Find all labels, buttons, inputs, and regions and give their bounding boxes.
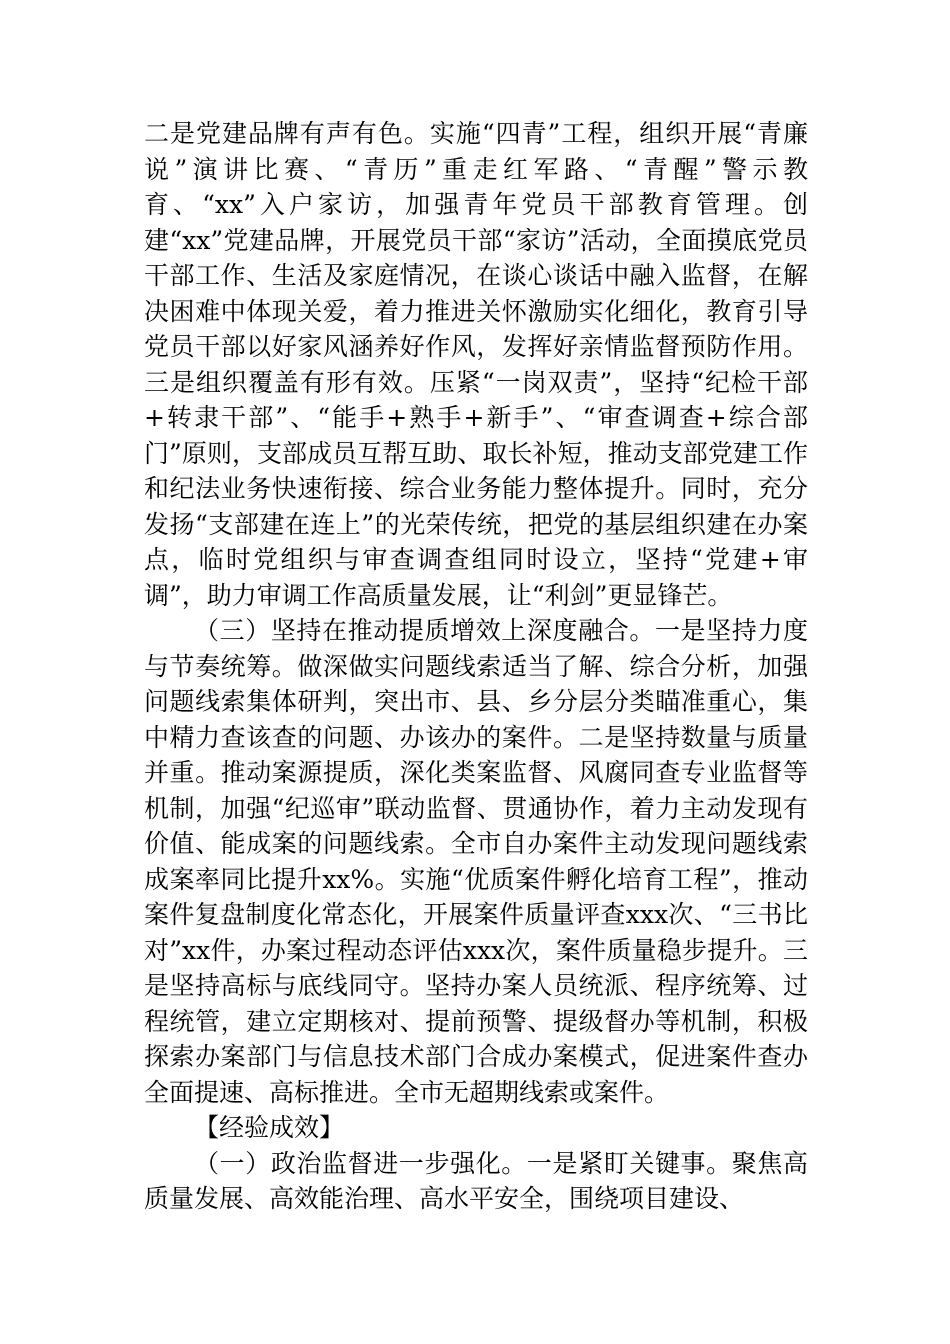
section-heading-experience: 【经验成效】 — [194, 1113, 345, 1142]
paragraph-quality-efficiency: （三）坚持在推动提质增效上深度融合。一是坚持力度与节奏统筹。做深做实问题线索适当了解、综合分析，加强问题线索集体研判，突出市、县、乡分层分类瞄准重心，集中精力查该查的问题、办该办的案件。二是坚持数量与质量并重。推动案源提质，深化类案监督、风腐同查专业监督等机制，加强“纪巡审”联动监督、贯通协作，着力主动发现有价值、能成案的问题线索。全市自办案件主动发现问题线索成案率同比提升xx%。实施“优质案件孵化培育工程”，推动案件复盘制度化常态化，开展案件质量评查xxx次、“三书比对”xx件，办案过程动态评估xxx次，案件质量稳步提升。三是坚持高标与底线同守。坚持办案人员统派、程序统筹、过程统管，建立定期核对、提前预警、提级督办等机制，积极探索办案部门与信息技术部门合成办案模式，促进案件查办全面提速、高标推进。全市无超期线索或案件。 — [144, 616, 808, 1107]
paragraph-party-brand: 二是党建品牌有声有色。实施“四青”工程，组织开展“青廉说”演讲比赛、“青历”重走红军路、“青醒”警示教育、“xx”入户家访，加强青年党员干部教育管理。创建“xx”党建品牌，开展党员干部“家访”活动，全面摸底党员干部工作、生活及家庭情况，在谈心谈话中融入监督，在解决困难中体现关爱，着力推进关怀激励实化细化，教育引导党员干部以好家风涵养好作风，发挥好亲情监督预防作用。三是组织覆盖有形有效。压紧“一岗双责”，坚持“纪检干部+转隶干部”、“能手+熟手+新手”、“审查调查+综合部门”原则，支部成员互帮互助、取长补短，推动支部党建工作和纪法业务快速衔接、综合业务能力整体提升。同时，充分发扬“支部建在连上”的光荣传统，把党的基层组织建在办案点，临时党组织与审查调查组同时设立，坚持“党建+审调”，助力审调工作高质量发展，让“利剑”更显锋芒。 — [144, 119, 808, 610]
document-body — [144, 116, 808, 1217]
paragraph-political-supervision: （一）政治监督进一步强化。一是紧盯关键事。聚焦高质量发展、高效能治理、高水平安全，围绕项目建设、 — [144, 1148, 808, 1213]
